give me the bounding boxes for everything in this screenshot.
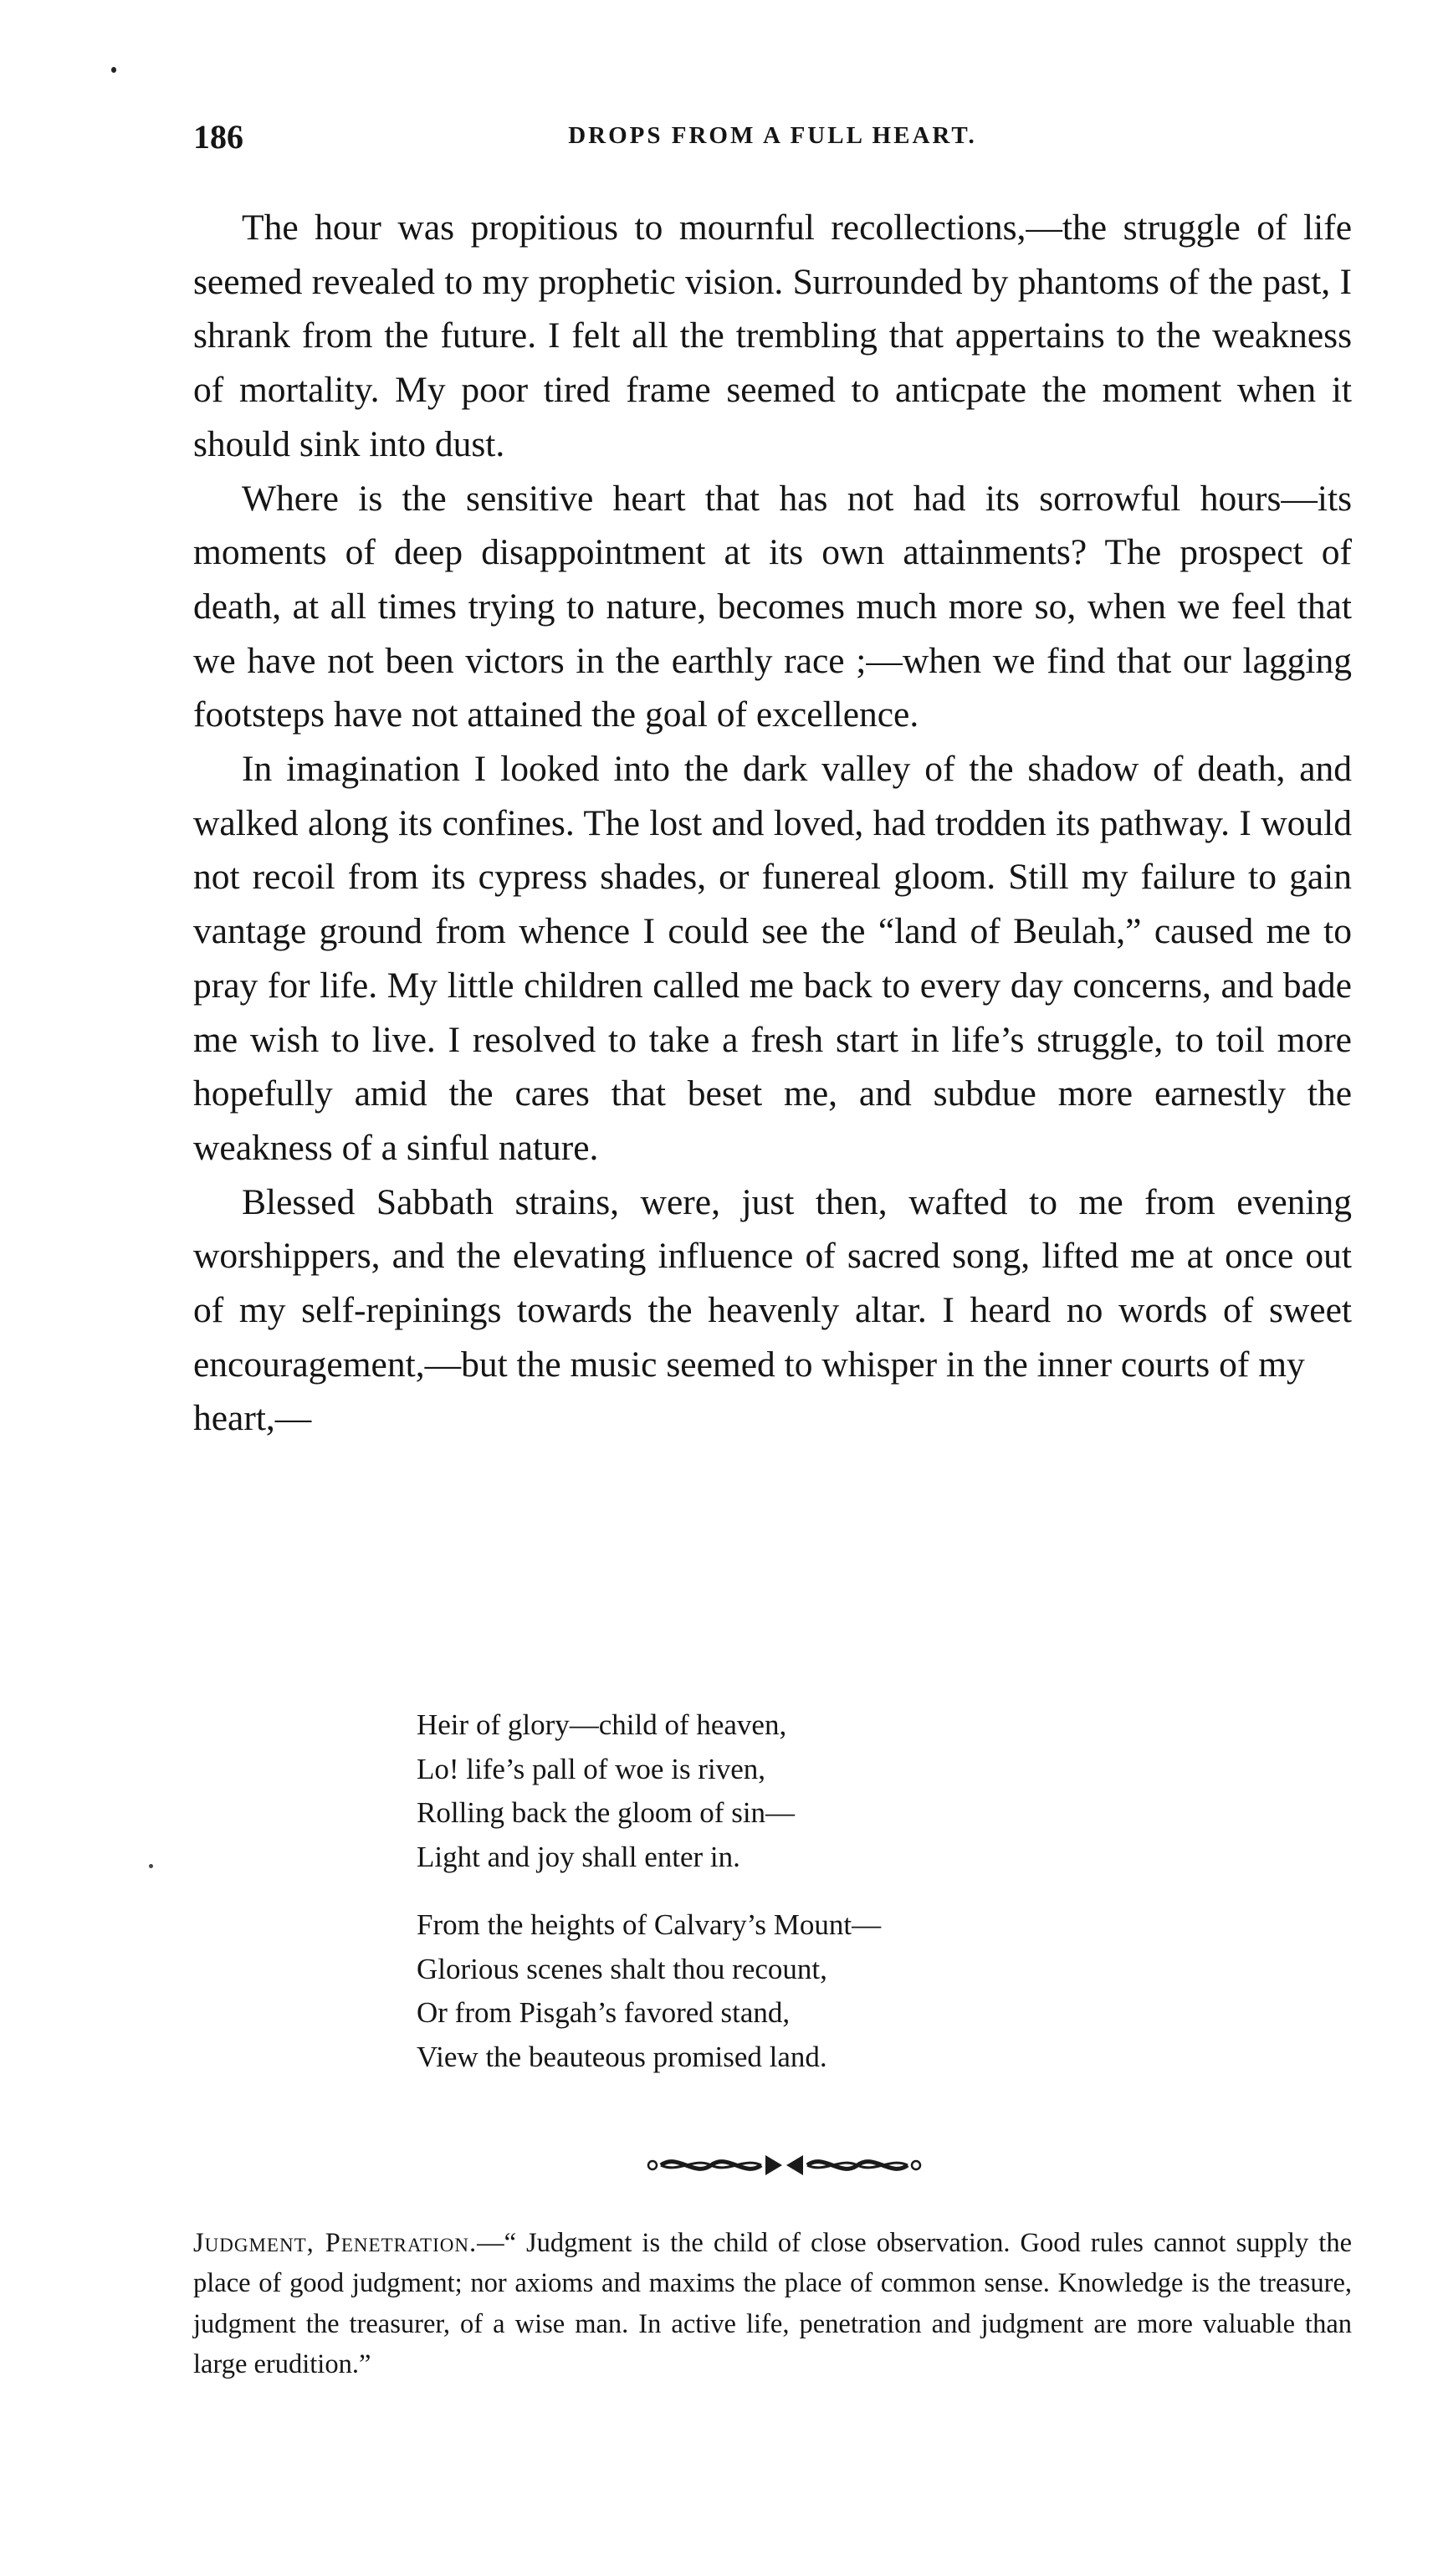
footnote — [193, 2223, 1352, 2385]
poem-line: Rolling back the gloom of sin— — [417, 1796, 796, 1830]
ink-speck — [111, 67, 116, 73]
paragraph: Where is the sensitive heart that has not had its sorrowful hours—its moments of deep disappointment at its own attainments? The prospect of death, at all times trying to nature, becomes much more so, when we feel that we have not been victors in the earthly race ;—when we find that our lagging footsteps have not attained the goal of excellence. — [193, 478, 1352, 735]
poem-line: From the heights of Calvary’s Mount— — [417, 1908, 882, 1941]
poem-line: Lo! life’s pall of woe is riven, — [417, 1752, 765, 1785]
poem-stanza — [417, 1703, 1169, 1880]
poem-line: Glorious scenes shalt thou recount, — [417, 1952, 827, 1985]
poem-line: Or from Pisgah’s favored stand, — [417, 1996, 791, 2030]
poem-line: Light and joy shall enter in. — [417, 1841, 740, 1874]
page-number: 186 — [193, 118, 243, 156]
poem-line: View the beauteous promised land. — [417, 2040, 827, 2073]
running-head: DROPS FROM A FULL HEART. — [568, 122, 977, 149]
paragraph-lead-out: heart,— — [193, 1398, 312, 1439]
footnote-heading: Judgment, Penetration. — [193, 2227, 478, 2258]
paragraph: In imagination I looked into the dark valley of the shadow of death, and walked along its confines. The lost and loved, had trodden its pathway. I would not recoil from its cypress shades, or funereal gloom. Still my failure to gain vantage ground from whence I could see the “land of Beulah,” caused me to pray for life. My little children called me back to every day concerns, and bade me wish to live. I resolved to take a fresh start in life’s struggle, to toil more hopefully amid the cares that beset me, and subdue more earnestly the weakness of a sinful nature. — [193, 749, 1352, 1168]
paragraph: The hour was propitious to mournful recollections,—the struggle of life seemed revealed to my prophetic vision. Surrounded by phantoms of the past, I shrank from the future. I felt all the trembling that appertains to the weakness of mortality. My poor tired frame seemed to anticpate the moment when it should sink into dust. — [193, 207, 1352, 464]
poem-stanza — [417, 1903, 1169, 2080]
ornament-divider — [644, 2148, 924, 2182]
body-text — [193, 201, 1352, 1445]
paragraph: Blessed Sabbath strains, were, just then, wafted to me from evening worshippers, and the elevating influence of sacred song, lifted me at once out of my self-repinings towards the heavenly altar. I heard no words of sweet encouragement,—but the music seemed to whisper in the inner courts of my — [193, 1181, 1352, 1385]
footnote-text: —“ Judgment is the child of close observation. Good rules cannot supply the place of good judgment; nor axioms and maxims the place of common sense. Knowledge is the treasure, judgment the treasurer, of a wise man. In active life, penetration and judgment are more valuable than large erudition.” — [193, 2227, 1352, 2379]
ink-speck — [149, 1864, 153, 1868]
poem-line: Heir of glory—child of heaven, — [417, 1708, 787, 1741]
poem — [417, 1703, 1169, 2103]
page-header — [193, 117, 1352, 167]
